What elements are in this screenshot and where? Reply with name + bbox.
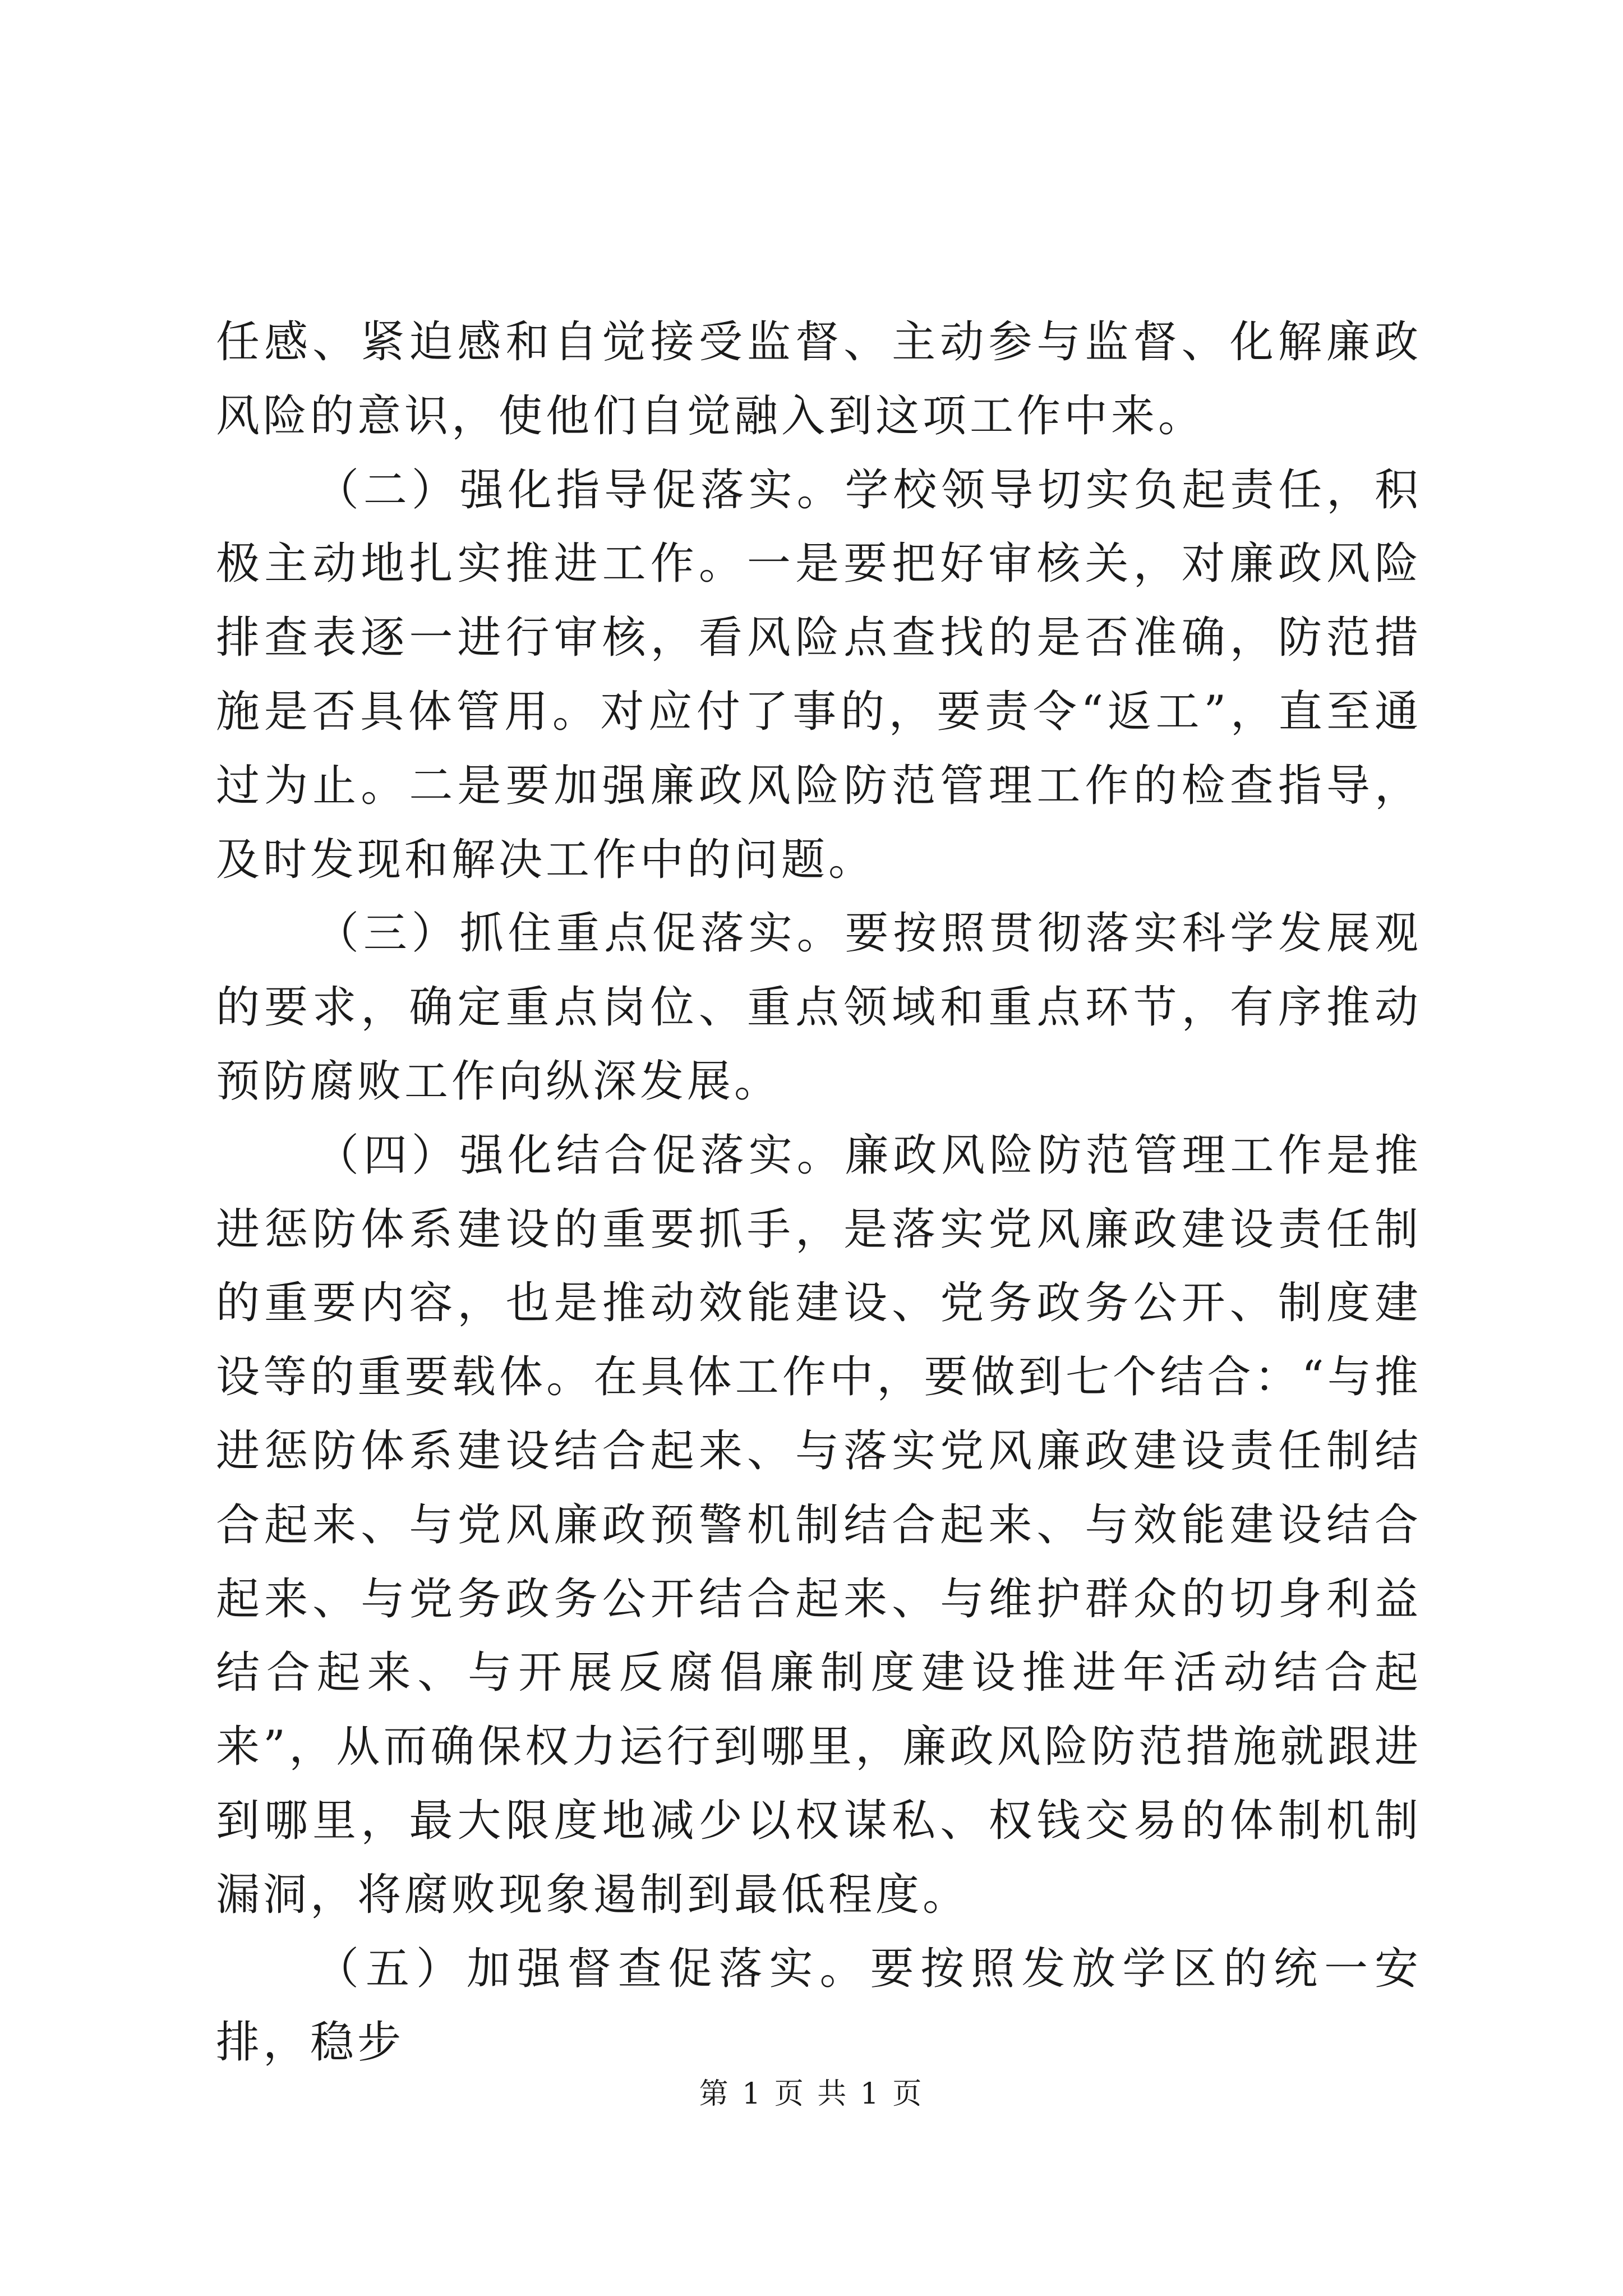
- page-number-footer: 第 1 页 共 1 页: [699, 2077, 924, 2111]
- paragraph-section-4: （四）强化结合促落实。廉政风险防范管理工作是推进惩防体系建设的重要抓手，是落实党风廉政建设责任制的重要内容，也是推动效能建设、党务政务公开、制度建设等的重要载体。在具体工作中，要做到七个结合：“与推进惩防体系建设结合起来、与落实党风廉政建设责任制结合起来、与党风廉政预警机制结合起来、与效能建设结合起来、与党务政务公开结合起来、与维护群众的切身利益结合起来、与开展反腐倡廉制度建设推进年活动结合起来”，从而确保权力运行到哪里，廉政风险防范措施就跟进到哪里，最大限度地减少以权谋私、权钱交易的体制机制漏洞，将腐败现象遏制到最低程度。: [216, 1130, 1422, 1920]
- paragraph-section-3: （三）抓住重点促落实。要按照贯彻落实科学发展观的要求，确定重点岗位、重点领域和重点环节，有序推动预防腐败工作向纵深发展。: [216, 908, 1422, 1107]
- paragraph-section-2: （二）强化指导促落实。学校领导切实负起责任，积极主动地扎实推进工作。一是要把好审核关，对廉政风险排查表逐一进行审核，看风险点查找的是否准确，防范措施是否具体管用。对应付了事的，要责令“返工”，直至通过为止。二是要加强廉政风险防范管理工作的检查指导，及时发现和解决工作中的问题。: [216, 464, 1422, 885]
- paragraph-continuation: 任感、紧迫感和自觉接受监督、主动参与监督、化解廉政风险的意识，使他们自觉融入到这项工作中来。: [216, 317, 1422, 441]
- paragraph-section-5: （五）加强督查促落实。要按照发放学区的统一安排，稳步: [216, 1943, 1422, 2068]
- document-body: [216, 306, 1422, 2080]
